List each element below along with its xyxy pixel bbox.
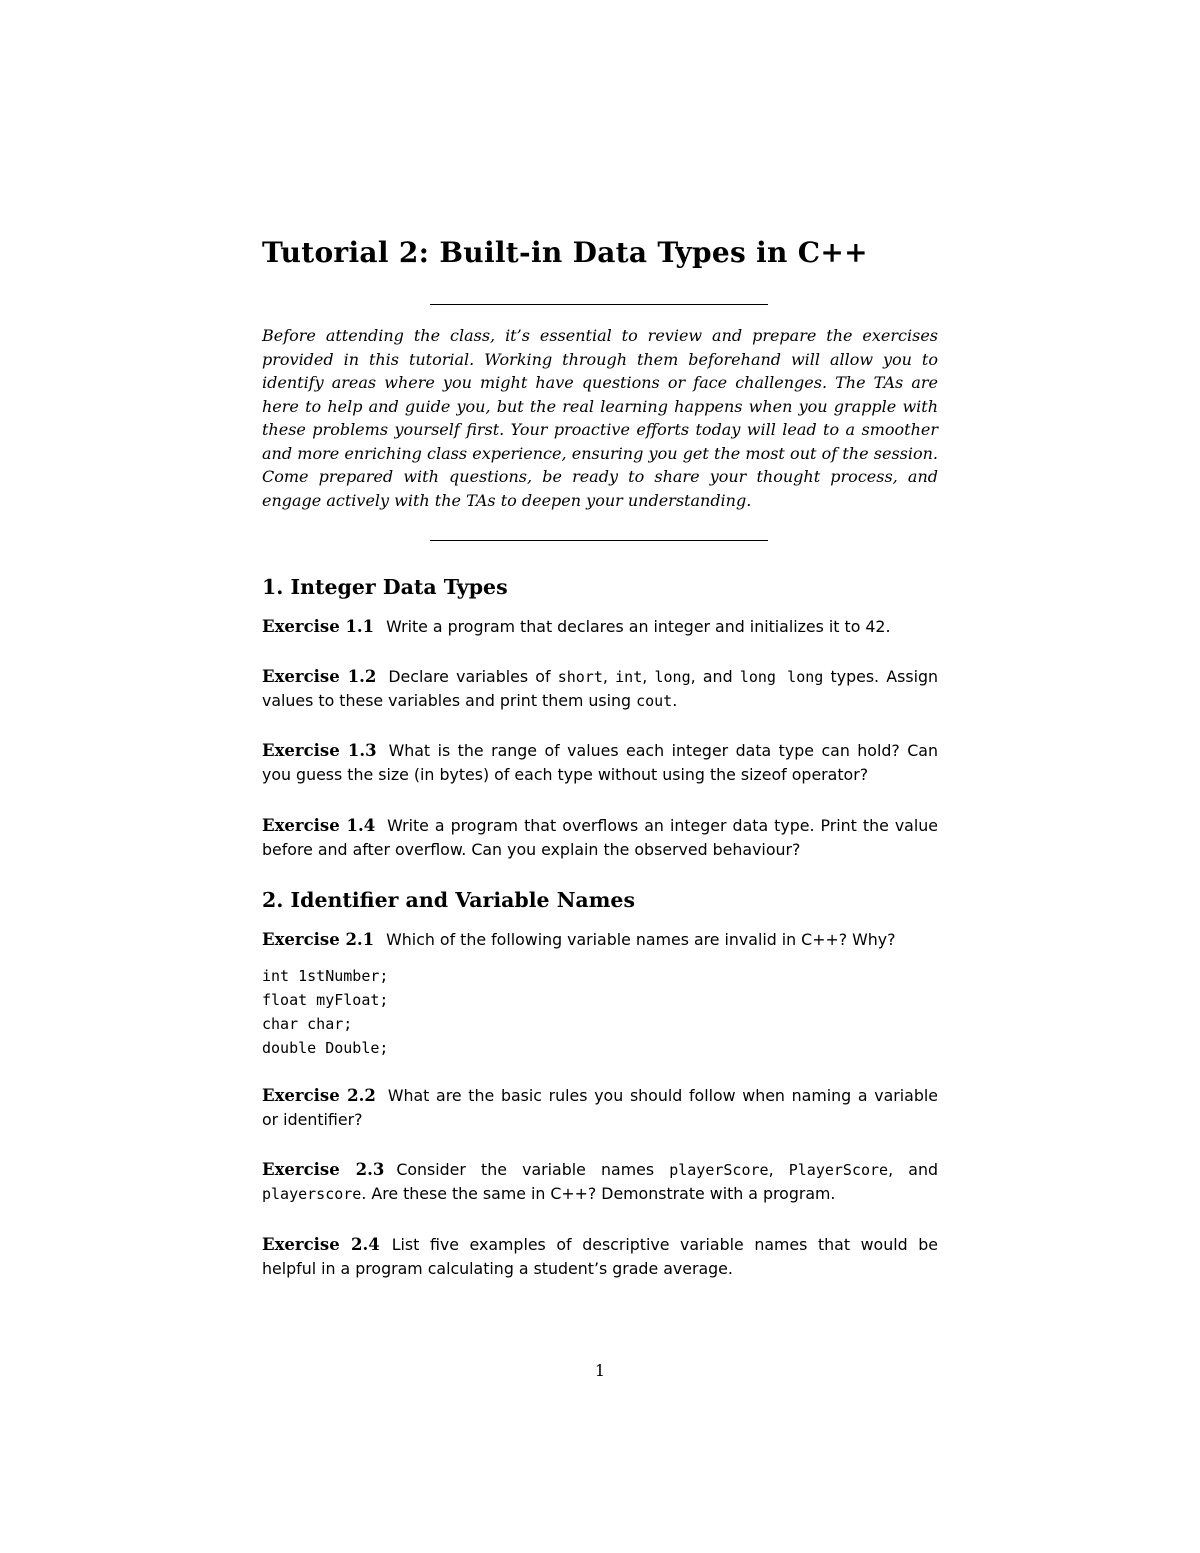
code-line: float myFloat; bbox=[262, 991, 389, 1009]
exercise-text: List five examples of descriptive variable names that would be helpful in a program calculating a student’s grade average. bbox=[262, 1235, 938, 1278]
exercise-text: , bbox=[642, 667, 655, 686]
intro-paragraph: Before attending the class, it’s essential to review and prepare the exercises provided in this tutorial. Working through them beforehand will allow you to identify areas where you might have questions or face challenges. The TAs are here to help and guide you, but the real learning happens when you grapple with these problems yourself first. Your proactive efforts today will lead to a smoother and more enriching class experience, ensuring you get the most out of the session. Come prepared with questions, be ready to share your thought process, and engage actively with the TAs to deepen your understanding. bbox=[262, 326, 938, 510]
page-number: 1 bbox=[594, 1361, 606, 1380]
code-term-int: int bbox=[615, 668, 643, 686]
code-line: char char; bbox=[262, 1015, 353, 1033]
exercise-text: What is the range of values each integer data type can hold? Can you guess the size (in bytes) of each type without using the sizeof operator? bbox=[262, 741, 938, 784]
code-line: double Double; bbox=[262, 1039, 389, 1057]
exercise-text: Write a program that overflows an integer data type. Print the value before and after overflow. Can you explain the observed behaviour? bbox=[262, 816, 938, 859]
exercise-text: Which of the following variable names are invalid in C++? Why? bbox=[386, 930, 896, 949]
code-term-playerscore: playerscore bbox=[262, 1185, 362, 1203]
code-term-PlayerScore: PlayerScore bbox=[788, 1161, 889, 1179]
exercise-text: . bbox=[672, 691, 678, 710]
exercise-label: Exercise 2.2 bbox=[262, 1086, 376, 1105]
exercise-text: . Are these the same in C++? Demonstrate with a program. bbox=[361, 1184, 836, 1203]
exercise-1-2 bbox=[262, 665, 938, 713]
top-divider bbox=[430, 304, 768, 305]
code-block bbox=[262, 964, 938, 1060]
code-term-short: short bbox=[557, 668, 603, 686]
exercise-label: Exercise 2.3 bbox=[262, 1160, 385, 1179]
exercise-text: Declare variables of bbox=[388, 667, 558, 686]
exercise-1-1 bbox=[262, 615, 938, 639]
page-title: Tutorial 2: Built-in Data Types in C++ bbox=[262, 236, 868, 269]
section-heading-identifier-names: 2. Identifier and Variable Names bbox=[262, 888, 635, 912]
exercise-label: Exercise 2.1 bbox=[262, 930, 375, 949]
exercise-text: Consider the variable names bbox=[396, 1160, 670, 1179]
code-term-cout: cout bbox=[636, 692, 673, 710]
exercise-2-3 bbox=[262, 1158, 938, 1206]
exercise-2-1 bbox=[262, 928, 938, 952]
exercise-text: types. Assign values to these variables and print them using bbox=[262, 667, 938, 710]
exercise-text: , bbox=[768, 1160, 789, 1179]
exercise-text: What are the basic rules you should follow when naming a variable or identifier? bbox=[262, 1086, 938, 1129]
section-heading-integer-data-types: 1. Integer Data Types bbox=[262, 575, 508, 599]
exercise-text: , and bbox=[690, 667, 740, 686]
exercise-label: Exercise 1.4 bbox=[262, 816, 376, 835]
exercise-2-2 bbox=[262, 1084, 938, 1132]
exercise-label: Exercise 1.3 bbox=[262, 741, 377, 760]
code-term-long: long bbox=[654, 668, 691, 686]
exercise-text: , and bbox=[888, 1160, 938, 1179]
code-term-long-long: long long bbox=[739, 668, 824, 686]
exercise-1-4 bbox=[262, 814, 938, 862]
exercise-2-4 bbox=[262, 1233, 938, 1281]
exercise-label: Exercise 1.2 bbox=[262, 667, 377, 686]
exercise-text: , bbox=[602, 667, 616, 686]
code-line: int 1stNumber; bbox=[262, 967, 389, 985]
exercise-text: Write a program that declares an integer and initializes it to 42. bbox=[386, 617, 891, 636]
code-term-playerScore: playerScore bbox=[669, 1161, 769, 1179]
exercise-label: Exercise 2.4 bbox=[262, 1235, 380, 1254]
exercise-label: Exercise 1.1 bbox=[262, 617, 375, 636]
bottom-divider bbox=[430, 540, 768, 541]
exercise-1-3 bbox=[262, 739, 938, 787]
